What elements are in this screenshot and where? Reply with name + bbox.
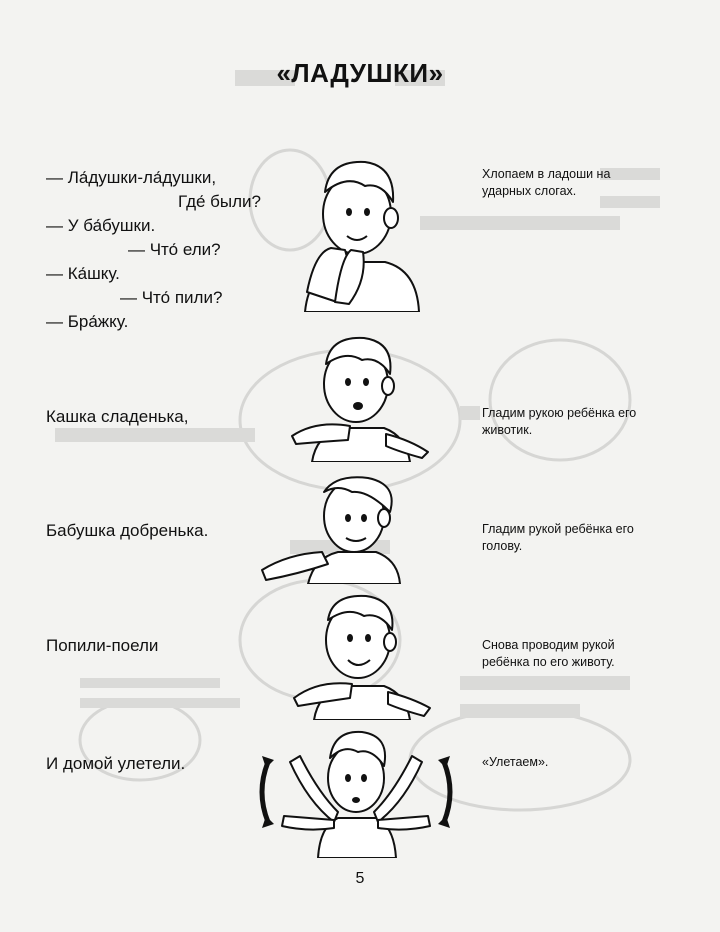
instruction-text: Хлопаем в ладоши на ударных слогах.: [482, 167, 611, 198]
boy-stroking-head-illustration: [258, 472, 408, 584]
instruction-text: «Улетаем».: [482, 755, 549, 769]
boy-clapping-illustration: [285, 152, 435, 312]
poem-line: — Бра́жку.: [46, 312, 129, 331]
poem-line: — Что́ ели?: [128, 240, 221, 259]
poem-line: — Что́ пили?: [120, 288, 223, 307]
instruction-text: Гладим рукой ребёнка его голову.: [482, 522, 634, 553]
page-number: 5: [355, 870, 365, 887]
verse-line: Бабушка добренька.: [46, 521, 209, 540]
boy-stroking-tummy-again-illustration: [290, 594, 432, 720]
poem-line: — Ла́душки-ла́душки,: [46, 168, 217, 187]
poem-line: Где́ были?: [178, 192, 261, 211]
instruction-text: Снова проводим рукой ребёнка по его животу.: [482, 638, 615, 669]
boy-stroking-tummy-illustration: [290, 336, 430, 462]
verse-line: И домой улетели.: [46, 754, 186, 773]
page-title: «ЛАДУШКИ»: [276, 58, 444, 88]
verse-line: Кашка сладенька,: [46, 407, 189, 426]
boy-flapping-arms-illustration: [238, 722, 474, 858]
verse-line: Попили-поели: [46, 636, 159, 655]
instruction-text: Гладим рукою ребёнка его животик.: [482, 406, 637, 437]
poem-line: — У ба́бушки.: [46, 216, 156, 235]
poem-line: — Ка́шку.: [46, 264, 120, 283]
